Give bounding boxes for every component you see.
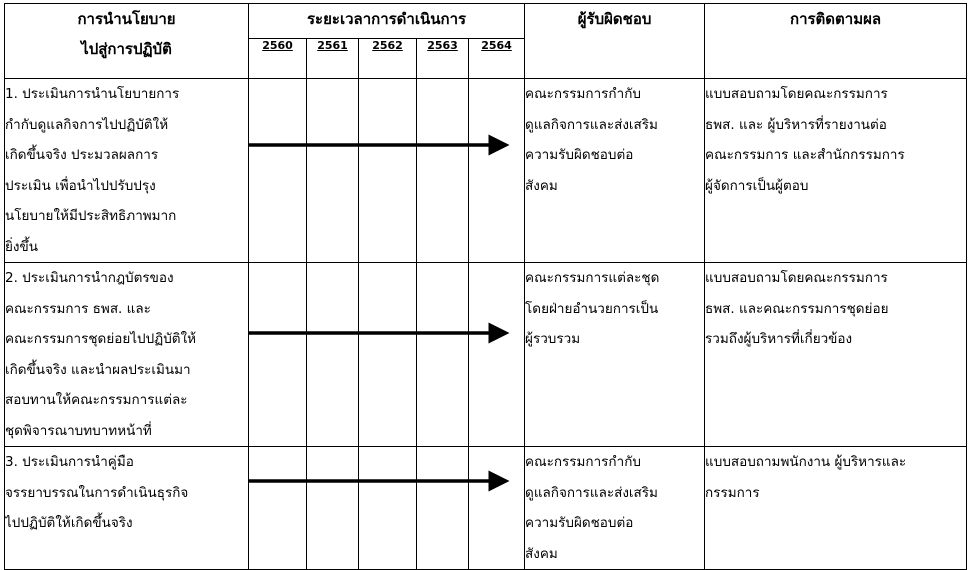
policy-cell: 1. ประเมินการนำนโยบายการ กำกับดูแลกิจการไปปฏิบัติให้ เกิดขึ้นจริง ประมวลผลการ ประเมิน เพื่อนำไปปรับปรุง นโยบายให้มีประสิทธิภาพมาก ยิ่งขึ้น (5, 79, 249, 263)
followup-cell: แบบสอบถามพนักงาน ผู้บริหารและ กรรมการ (705, 447, 967, 570)
period-cell (307, 447, 359, 570)
implementation-plan-table (4, 3, 967, 570)
period-cell (307, 263, 359, 447)
table-row (5, 79, 967, 263)
year-2560: 2560 (249, 39, 307, 79)
responsible-cell: คณะกรรมการแต่ละชุด โดยฝ่ายอำนวยการเป็น ผู้รวบรวม (525, 263, 705, 447)
period-cell (249, 263, 307, 447)
policy-header-line1: การนำนโยบาย (77, 10, 176, 28)
year-2563: 2563 (417, 39, 469, 79)
period-cell (469, 263, 525, 447)
year-2564: 2564 (469, 39, 525, 79)
period-header: ระยะเวลาการดำเนินการ (249, 4, 525, 39)
period-cell (307, 79, 359, 263)
policy-cell: 2. ประเมินการนำกฎบัตรของ คณะกรรมการ ธพส. และ คณะกรรมการชุดย่อยไปปฏิบัติให้ เกิดขึ้นจริง และนำผลประเมินมา สอบทานให้คณะกรรมการแต่ละ ชุดพิจารณาบทบาทหน้าที่ (5, 263, 249, 447)
year-2562: 2562 (359, 39, 417, 79)
policy-cell: 3. ประเมินการนำคู่มือ จรรยาบรรณในการดำเนินธุรกิจ ไปปฏิบัติให้เกิดขึ้นจริง (5, 447, 249, 570)
period-cell (417, 263, 469, 447)
year-2561: 2561 (307, 39, 359, 79)
period-cell (359, 263, 417, 447)
period-cell (249, 447, 307, 570)
header-row (5, 4, 967, 39)
policy-header-line2: ไปสู่การปฏิบัติ (81, 40, 172, 58)
period-cell (249, 79, 307, 263)
table-row (5, 263, 967, 447)
responsible-cell: คณะกรรมการกำกับ ดูแลกิจการและส่งเสริม ความรับผิดชอบต่อ สังคม (525, 447, 705, 570)
period-cell (469, 79, 525, 263)
followup-cell: แบบสอบถามโดยคณะกรรมการ ธพส. และ ผู้บริหารที่รายงานต่อ คณะกรรมการ และสำนักกรรมการ ผู้จัดการเป็นผู้ตอบ (705, 79, 967, 263)
table-row (5, 447, 967, 570)
period-cell (359, 447, 417, 570)
followup-header: การติดตามผล (705, 4, 967, 79)
period-cell (359, 79, 417, 263)
responsible-header: ผู้รับผิดชอบ (525, 4, 705, 79)
period-cell (469, 447, 525, 570)
followup-cell: แบบสอบถามโดยคณะกรรมการ ธพส. และคณะกรรมการชุดย่อย รวมถึงผู้บริหารที่เกี่ยวข้อง (705, 263, 967, 447)
period-cell (417, 447, 469, 570)
responsible-cell: คณะกรรมการกำกับ ดูแลกิจการและส่งเสริม ความรับผิดชอบต่อ สังคม (525, 79, 705, 263)
period-cell (417, 79, 469, 263)
policy-header (5, 4, 249, 79)
